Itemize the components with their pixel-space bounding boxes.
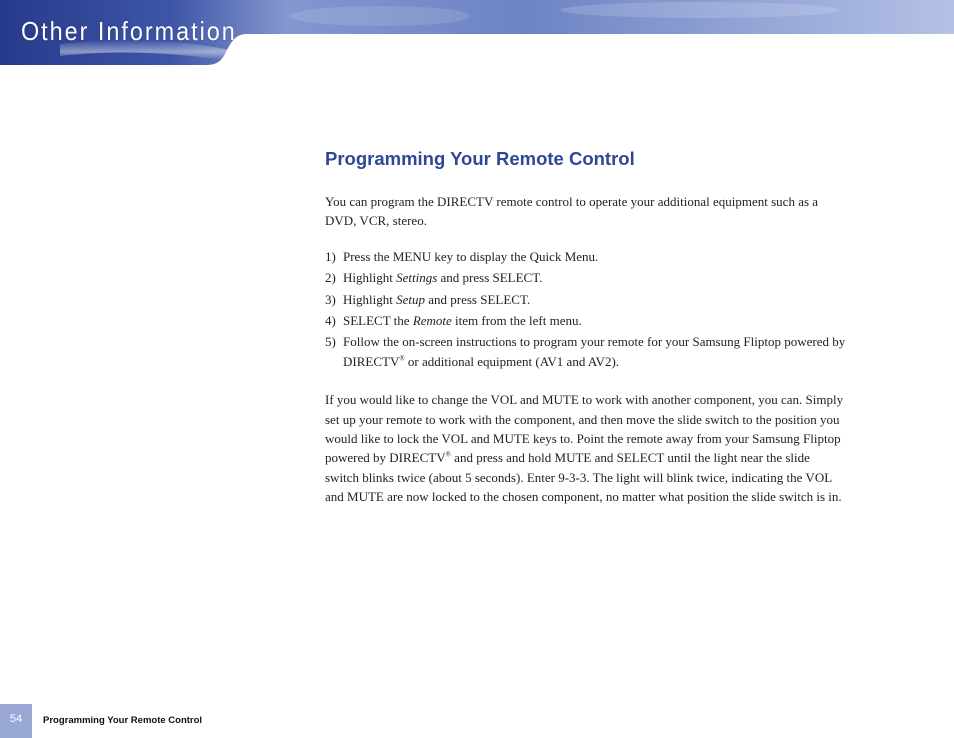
registered-mark: ® — [445, 451, 451, 460]
step-item — [325, 290, 847, 309]
step-text-pre: SELECT the — [343, 313, 413, 329]
step-item — [325, 311, 847, 330]
step-item — [325, 247, 847, 266]
step-number: 3) — [325, 291, 336, 307]
step-item — [325, 332, 847, 371]
step-text-pre: Highlight — [343, 270, 397, 286]
step-number: 1) — [325, 248, 336, 264]
header-banner — [0, 0, 954, 66]
step-text-post: and press SELECT. — [437, 270, 543, 286]
step-text — [343, 290, 847, 309]
step-text — [343, 332, 847, 371]
steps-list — [325, 247, 847, 371]
menu-item-setup: Setup — [396, 291, 425, 307]
closing-text-pre: If you would like to change the VOL and MUTE to work with another component, you can. Simply set up your remote to work with the component, and then move the slide switch to the position you would like to lock the VOL and MUTE keys to. Point the remote away from your Samsung Fliptop powered by DIRECTV — [325, 392, 844, 466]
page-heading: Programming Your Remote Control — [325, 148, 635, 169]
page-number: 54 — [9, 713, 23, 725]
closing-paragraph — [325, 390, 847, 506]
step-text-post: and press SELECT. — [424, 291, 531, 307]
step-text-post: item from the left menu. — [451, 313, 582, 329]
footer-label: Programming Your Remote Control — [43, 715, 203, 726]
step-number: 4) — [325, 313, 336, 329]
step-text — [343, 268, 847, 287]
registered-mark: ® — [399, 354, 405, 363]
menu-item-settings: Settings — [396, 270, 438, 286]
step-text — [343, 311, 847, 330]
menu-item-remote: Remote — [412, 313, 452, 329]
step-text-pre: Highlight — [343, 291, 397, 307]
step-number: 5) — [325, 334, 336, 350]
step-number: 2) — [325, 270, 336, 286]
closing-text-post: and press and hold MUTE and SELECT until the light near the slide switch blinks twice (about 5 seconds). Enter 9-3-3. The light will blink twice, indicating the VOL and MUTE are now locked to the chosen component, no matter what position the slide switch is in. — [325, 450, 842, 505]
step-text: Press the MENU key to display the Quick Menu. — [343, 248, 599, 264]
step-text-pre: Follow the on-screen instructions to program your remote for your Samsung Fliptop powered by DIRECTV — [343, 334, 846, 369]
intro-paragraph: You can program the DIRECTV remote control to operate your additional equipment such as a DVD, VCR, stereo. — [325, 194, 819, 229]
main-content — [325, 146, 847, 507]
step-item — [325, 268, 847, 287]
step-text-post: or additional equipment (AV1 and AV2). — [404, 353, 620, 369]
section-title: Other Information — [21, 16, 237, 46]
